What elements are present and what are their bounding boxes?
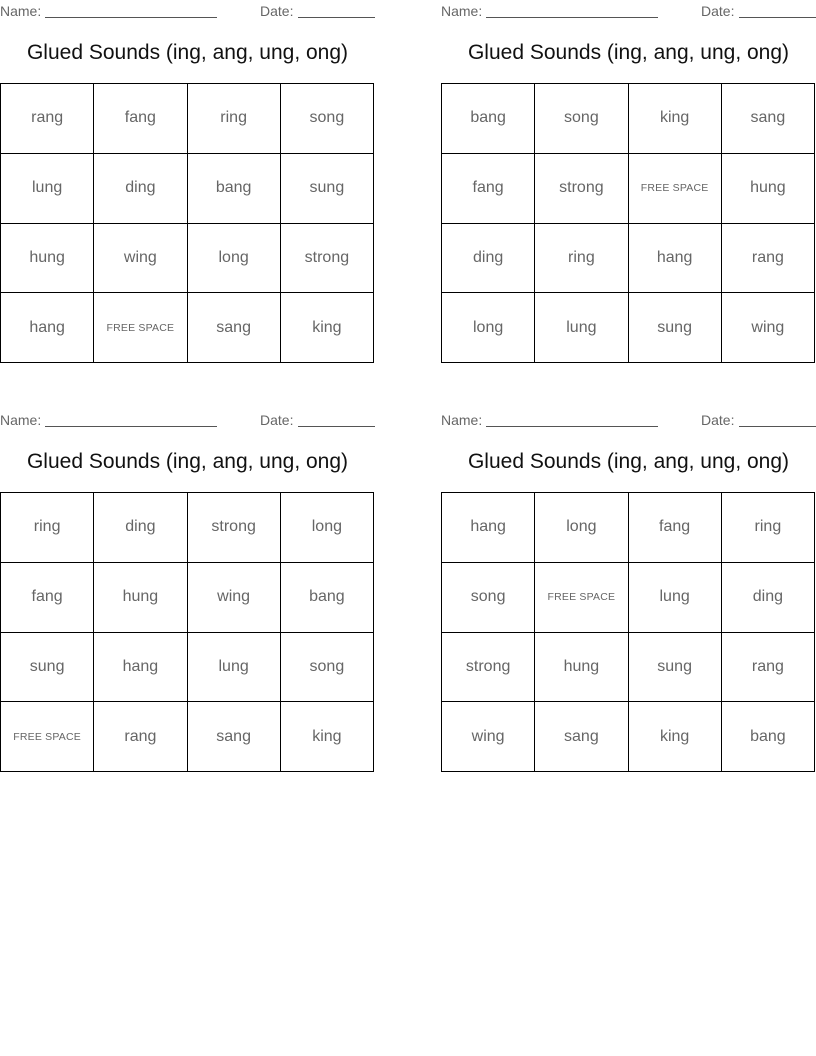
word-cell: king (629, 84, 722, 154)
word-cell: wing (188, 563, 281, 633)
bingo-card (441, 409, 816, 745)
word-cell: hang (442, 493, 535, 563)
name-label: Name: (441, 3, 483, 19)
date-blank-line (298, 426, 375, 427)
word-cell: rang (94, 702, 187, 772)
word-cell: ring (535, 224, 628, 294)
free-space-cell: FREE SPACE (535, 563, 628, 633)
bingo-grid (441, 492, 815, 772)
word-cell: rang (722, 633, 815, 703)
name-label: Name: (0, 412, 42, 428)
word-cell: lung (629, 563, 722, 633)
word-cell: song (281, 84, 374, 154)
word-cell: fang (442, 154, 535, 224)
word-cell: king (281, 702, 374, 772)
word-cell: hung (722, 154, 815, 224)
name-blank-line (486, 17, 658, 18)
word-cell: hung (94, 563, 187, 633)
word-cell: strong (442, 633, 535, 703)
word-cell: rang (1, 84, 94, 154)
card-title: Glued Sounds (ing, ang, ung, ong) (467, 450, 790, 473)
word-cell: song (535, 84, 628, 154)
word-cell: long (442, 293, 535, 363)
date-blank-line (739, 17, 816, 18)
word-cell: ring (188, 84, 281, 154)
bingo-card (0, 0, 375, 336)
card-title: Glued Sounds (ing, ang, ung, ong) (26, 450, 349, 473)
date-label: Date: (260, 412, 294, 428)
word-cell: rang (722, 224, 815, 294)
word-cell: fang (1, 563, 94, 633)
name-blank-line (45, 426, 217, 427)
word-cell: hung (535, 633, 628, 703)
word-cell: sung (629, 293, 722, 363)
name-blank-line (486, 426, 658, 427)
word-cell: lung (188, 633, 281, 703)
date-blank-line (298, 17, 375, 18)
word-cell: lung (535, 293, 628, 363)
word-cell: ding (94, 154, 187, 224)
name-date-row (0, 0, 375, 20)
word-cell: ring (722, 493, 815, 563)
word-cell: song (442, 563, 535, 633)
bingo-card (0, 409, 375, 745)
word-cell: sang (188, 702, 281, 772)
word-cell: king (281, 293, 374, 363)
free-space-cell: FREE SPACE (629, 154, 722, 224)
word-cell: strong (281, 224, 374, 294)
word-cell: fang (629, 493, 722, 563)
name-date-row (441, 0, 816, 20)
word-cell: ding (722, 563, 815, 633)
name-blank-line (45, 17, 217, 18)
name-label: Name: (441, 412, 483, 428)
word-cell: long (535, 493, 628, 563)
word-cell: sang (722, 84, 815, 154)
bingo-grid (0, 83, 374, 363)
free-space-cell: FREE SPACE (1, 702, 94, 772)
word-cell: wing (442, 702, 535, 772)
bingo-grid (0, 492, 374, 772)
word-cell: ring (1, 493, 94, 563)
word-cell: king (629, 702, 722, 772)
word-cell: wing (94, 224, 187, 294)
word-cell: lung (1, 154, 94, 224)
word-cell: bang (281, 563, 374, 633)
word-cell: hang (94, 633, 187, 703)
word-cell: bang (442, 84, 535, 154)
date-label: Date: (701, 3, 735, 19)
card-title: Glued Sounds (ing, ang, ung, ong) (26, 41, 349, 64)
name-date-row (0, 409, 375, 429)
date-label: Date: (701, 412, 735, 428)
word-cell: hung (1, 224, 94, 294)
word-cell: sung (1, 633, 94, 703)
name-label: Name: (0, 3, 42, 19)
word-cell: song (281, 633, 374, 703)
word-cell: sang (188, 293, 281, 363)
date-blank-line (739, 426, 816, 427)
word-cell: bang (722, 702, 815, 772)
word-cell: long (188, 224, 281, 294)
word-cell: sang (535, 702, 628, 772)
word-cell: sung (281, 154, 374, 224)
word-cell: strong (188, 493, 281, 563)
bingo-grid (441, 83, 815, 363)
free-space-cell: FREE SPACE (94, 293, 187, 363)
word-cell: strong (535, 154, 628, 224)
word-cell: sung (629, 633, 722, 703)
word-cell: hang (629, 224, 722, 294)
word-cell: fang (94, 84, 187, 154)
name-date-row (441, 409, 816, 429)
word-cell: ding (94, 493, 187, 563)
bingo-card (441, 0, 816, 336)
date-label: Date: (260, 3, 294, 19)
word-cell: hang (1, 293, 94, 363)
word-cell: bang (188, 154, 281, 224)
card-title: Glued Sounds (ing, ang, ung, ong) (467, 41, 790, 64)
word-cell: ding (442, 224, 535, 294)
word-cell: long (281, 493, 374, 563)
word-cell: wing (722, 293, 815, 363)
